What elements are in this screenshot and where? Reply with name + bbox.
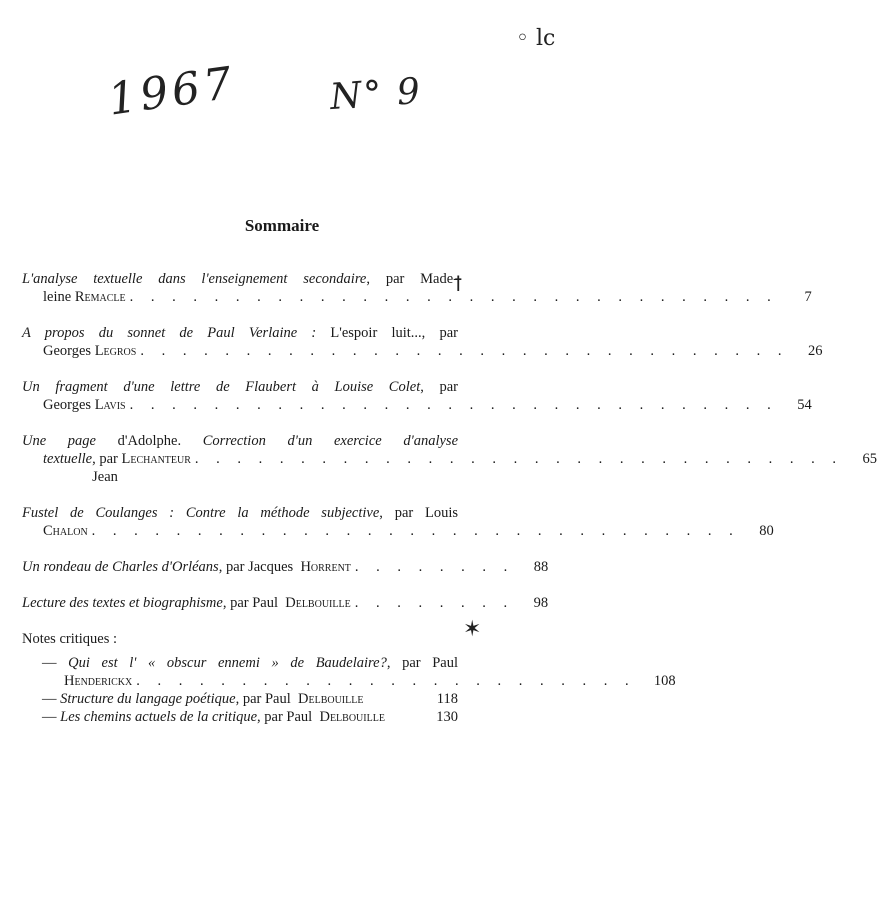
entry-title: Un rondeau de Charles d'Orléans [22,559,219,575]
handwritten-year: 1967 [105,57,239,126]
entry-author: Horrent [300,559,351,575]
entry-title: Fustel de Coulanges : Contre la méthode subjective [22,505,380,521]
entry-byline: , par Made- [366,271,458,287]
leader-dots: . . . . . . . . . . . . . . . . . . . . . . . . . . . . . . . [129,397,778,413]
page-number: 26 [807,343,823,359]
page-number: 65 [862,451,877,467]
toc-entry-chalon [22,504,774,540]
entry-byline: , par Louis [379,505,459,521]
note-dash: — [42,709,61,725]
note-author: Delbouille [319,709,385,725]
page-number: 80 [759,523,774,539]
toc-entry-legros [22,324,823,360]
note-author: Delbouille [298,691,364,707]
note-author: Henderickx [64,673,133,689]
toc-entry-remacle [22,270,812,306]
leader-dots: . . . . . . . . . . . . . . . . . . . . . . . . . . . . . . . [140,343,789,359]
entry-byline: L'espoir luit..., par [316,325,459,341]
margin-mark-2: ✶ [463,617,482,642]
leader-dots: . . . . . . . . [354,595,515,611]
leader-dots: . . . . . . . . [354,559,515,575]
page-number: 98 [533,595,549,611]
page-number: 130 [436,709,458,725]
note-byline: , par Paul [386,655,459,671]
leader-dots: . . . . . . . . . . . . . . . . . . . . . . . . . . . . . . . [91,523,740,539]
note-item-structure [22,690,458,708]
toc-entry-horrent [22,558,549,576]
entry-author: Chalon [43,523,88,539]
entry-author: Lechanteur [121,451,191,467]
note-item-henderickx [22,654,676,690]
toc-entry-lavis [22,378,812,414]
entry-author: Delbouille [285,595,351,611]
entry-author-first: Georges [43,397,92,413]
entry-byline: , par Paul [222,595,282,611]
page-number: 7 [804,289,812,305]
handwritten-issue-number: N° 9 [328,70,424,119]
leader-dots: . . . . . . . . . . . . . . . . . . . . . . . . [136,673,636,689]
note-dash: — [42,655,69,671]
entry-author-first: , par Jean [92,451,118,485]
margin-mark-1: ꝉ [454,272,463,296]
note-byline: , par Paul [257,709,316,725]
handwritten-corner-mark: ◦ lc [516,26,556,51]
entry-title: A propos du sonnet de Paul Verlaine : [22,325,317,341]
entry-title-prefix: Une page [22,433,118,449]
toc-entry-lechanteur [22,432,877,486]
entry-title-roman: d'Adolphe. [117,433,182,449]
page-number: 88 [533,559,549,575]
note-item-chemins [22,708,458,726]
notes-critiques-section [22,630,676,726]
entry-author: Remacle [74,289,126,305]
toc-entry-delbouille [22,594,549,612]
entry-title: L'analyse textuelle dans l'enseignement secondaire [22,271,367,287]
entry-author-first: leine [43,289,72,305]
entry-byline: , par [420,379,459,395]
note-byline: , par Paul [235,691,295,707]
note-title: Les chemins actuels de la critique [60,709,258,725]
entry-title: Un fragment d'une lettre de Flaubert à Louise Colet [22,379,421,395]
page-number: 108 [653,673,676,689]
note-title: Structure du langage poétique [60,691,236,707]
leader-dots: . . . . . . . . . . . . . . . . . . . . . . . . . . . . . . . [194,451,844,467]
entry-title-cont: textuelle [43,451,93,467]
entry-title: Lecture des textes et biographisme [22,595,223,611]
entry-title: Correction d'un exercice d'analyse [181,433,459,449]
notes-heading: Notes critiques : [22,631,118,647]
entry-author: Lavis [94,397,126,413]
leader-dots: . . . . . . . . . . . . . . . . . . . . . . . . . . . . . . . [129,289,778,305]
page-number: 118 [436,691,458,707]
page-title: Sommaire [244,216,320,235]
note-title: Qui est l' « obscur ennemi » de Baudelaire? [68,655,387,671]
table-of-contents [22,270,877,726]
entry-byline: , par Jacques [218,559,297,575]
entry-author: Legros [94,343,137,359]
page-number: 54 [797,397,812,413]
note-dash: — [42,691,61,707]
entry-author-first: Georges [43,343,92,359]
